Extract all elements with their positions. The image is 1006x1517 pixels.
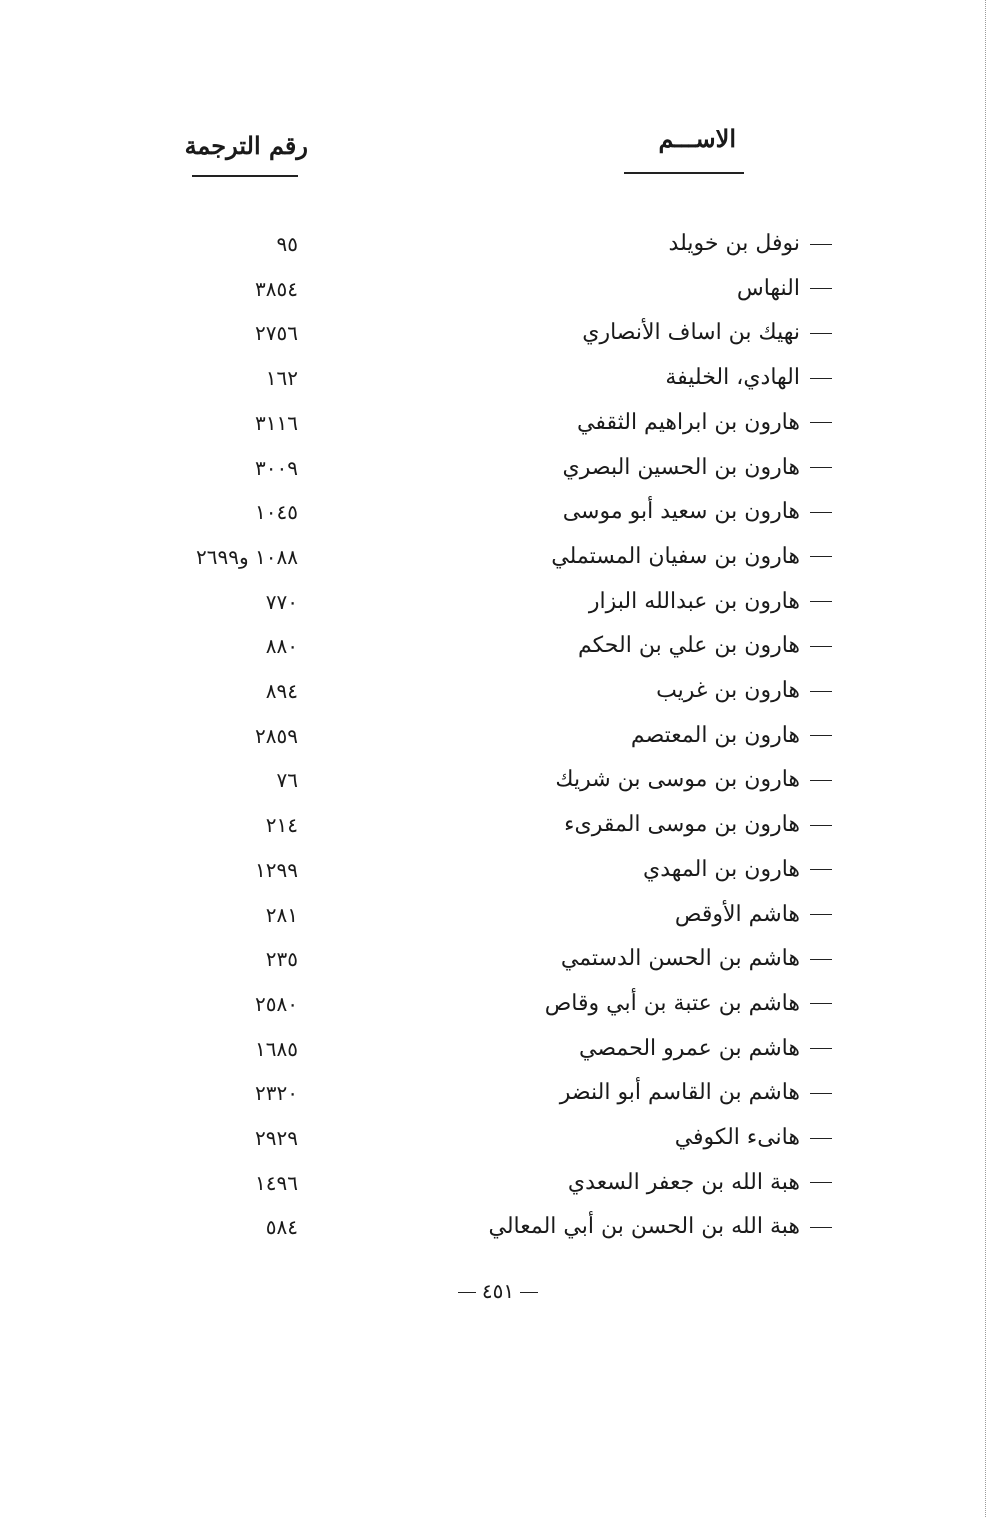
list-item — [0, 989, 1006, 1033]
entry-name — [489, 1212, 832, 1242]
entry-name — [564, 810, 832, 840]
entry-name-text: نوفل بن خويلد — [668, 231, 800, 256]
entry-number: ٩٥ — [276, 232, 298, 256]
entry-name — [560, 1078, 832, 1108]
entry-dash — [810, 556, 832, 557]
entry-dash — [810, 735, 832, 736]
entry-number: ٢١٤ — [265, 813, 298, 838]
entry-name-text: هبة الله بن الحسن بن أبي المعالي — [488, 1214, 800, 1240]
entry-number: ٢٣٥ — [265, 947, 298, 972]
entry-name — [656, 676, 832, 706]
entry-number: ١٦٢ — [265, 366, 298, 391]
entry-name-text: هاشم بن عمرو الحمصي — [579, 1035, 800, 1061]
entry-dash — [810, 378, 832, 379]
list-item — [0, 1123, 1006, 1167]
list-item — [0, 1078, 1006, 1122]
list-item — [0, 363, 1006, 407]
entry-name — [563, 497, 832, 527]
list-item — [0, 229, 1006, 273]
footer-dash — [520, 1292, 538, 1293]
entry-dash — [810, 825, 832, 826]
entry-number: ٢٣٢٠ — [255, 1081, 298, 1106]
entry-dash — [810, 1227, 832, 1228]
entry-name-text: هارون بن عبدالله البزار — [588, 588, 800, 614]
entry-name — [577, 408, 832, 438]
entry-name — [669, 229, 832, 259]
entry-dash — [810, 914, 832, 915]
entry-name — [578, 631, 832, 661]
entry-number: ٥٨٤ — [265, 1215, 298, 1240]
entry-number: ٣٨٥٤ — [255, 276, 298, 301]
entry-name — [582, 318, 832, 348]
entry-name — [675, 1123, 832, 1153]
list-item — [0, 408, 1006, 452]
entry-dash — [810, 333, 832, 334]
entry-dash — [810, 422, 832, 423]
entry-name-text: النهاس — [736, 275, 800, 301]
entry-dash — [810, 959, 832, 960]
page-number: ٤٥١ — [481, 1279, 515, 1303]
entry-name-text: هارون بن موسى بن شريك — [555, 767, 800, 793]
list-item — [0, 453, 1006, 497]
entry-dash — [810, 1093, 832, 1094]
entry-number: ٣١١٦ — [255, 410, 298, 435]
list-item — [0, 318, 1006, 362]
entry-dash — [810, 646, 832, 647]
list-item — [0, 721, 1006, 765]
entry-number: ٢٥٨٠ — [255, 991, 298, 1016]
entry-number: ٨٨٠ — [265, 634, 298, 659]
entry-name-text: هاشم بن القاسم أبو النضر — [559, 1080, 800, 1106]
entry-name — [643, 855, 832, 885]
list-item — [0, 765, 1006, 809]
list-item — [0, 810, 1006, 854]
list-item — [0, 542, 1006, 586]
entry-name — [568, 1168, 832, 1198]
entry-name — [545, 989, 832, 1019]
entry-name — [555, 765, 832, 795]
entry-name-text: هارون بن المعتصم — [630, 722, 800, 748]
page-footer — [446, 1276, 550, 1306]
entry-number: ١٤٩٦ — [255, 1170, 298, 1195]
entry-number: ٢٨١ — [265, 902, 298, 927]
list-item — [0, 676, 1006, 720]
entry-number: ٢٩٢٩ — [255, 1126, 298, 1150]
entry-name-text: هارون بن الحسين البصري — [562, 454, 800, 480]
entry-dash — [810, 1138, 832, 1139]
entry-name-text: هانىء الكوفي — [674, 1125, 800, 1150]
list-item — [0, 1168, 1006, 1212]
entry-name — [675, 900, 832, 930]
entry-dash — [810, 601, 832, 602]
entry-name-text: هبة الله بن جعفر السعدي — [567, 1169, 800, 1195]
entry-dash — [810, 1182, 832, 1183]
entry-name — [551, 542, 832, 572]
entry-name-text: هارون بن موسى المقرىء — [564, 812, 800, 838]
entry-dash — [810, 1048, 832, 1049]
entry-number: ١٠٨٨ و٢٦٩٩ — [196, 544, 298, 569]
entry-dash — [810, 467, 832, 468]
name-column-header: الاســـم — [658, 124, 736, 153]
entry-name-text: هاشم بن الحسن الدستمي — [560, 946, 800, 972]
entry-name — [589, 587, 832, 617]
entry-dash — [810, 512, 832, 513]
entry-dash — [810, 780, 832, 781]
list-item — [0, 1212, 1006, 1256]
entry-dash — [810, 244, 832, 245]
entry-name — [563, 453, 832, 483]
entry-name-text: هارون بن علي بن الحكم — [578, 633, 800, 659]
list-item — [0, 631, 1006, 675]
entry-name-text: هاشم الأوقص — [674, 901, 800, 927]
entry-name-text: هارون بن المهدي — [642, 856, 800, 882]
entry-name — [737, 274, 832, 304]
entry-number: ٢٧٥٦ — [255, 321, 298, 346]
entry-dash — [810, 1003, 832, 1004]
entry-dash — [810, 691, 832, 692]
list-item — [0, 1034, 1006, 1078]
entry-name — [665, 363, 832, 393]
entry-number: ٣٠٠٩ — [255, 455, 298, 480]
entry-dash — [810, 869, 832, 870]
entry-number: ٧٧٠ — [265, 589, 298, 614]
entry-dash — [810, 288, 832, 289]
list-item — [0, 855, 1006, 899]
footer-dash — [458, 1292, 476, 1293]
entry-name-text: هارون بن سعيد أبو موسى — [562, 499, 800, 525]
entry-number: ٧٦ — [276, 768, 298, 793]
list-item — [0, 587, 1006, 631]
entry-number: ١٠٤٥ — [255, 500, 298, 525]
entry-number: ٨٩٤ — [265, 679, 298, 703]
entry-name — [579, 1034, 832, 1064]
list-item — [0, 944, 1006, 988]
entry-name-text: هارون بن غريب — [656, 678, 800, 703]
entry-number: ١٢٩٩ — [255, 857, 298, 882]
entry-name-text: هارون بن سفيان المستملي — [551, 543, 800, 569]
entry-name — [631, 721, 832, 751]
name-header-rule — [624, 172, 744, 174]
number-header-rule — [192, 175, 298, 177]
entry-name — [561, 944, 832, 974]
entry-name-text: هارون بن ابراهيم الثقفي — [577, 409, 800, 435]
entry-name-text: الهادي، الخليفة — [665, 365, 800, 391]
list-item — [0, 900, 1006, 944]
entry-number: ١٦٨٥ — [255, 1036, 298, 1061]
entry-number: ٢٨٥٩ — [255, 723, 298, 748]
entry-name-text: هاشم بن عتبة بن أبي وقاص — [544, 990, 800, 1016]
list-item — [0, 497, 1006, 541]
entry-name-text: نهيك بن اساف الأنصاري — [582, 320, 800, 346]
number-column-header: رقم الترجمة — [184, 131, 308, 160]
list-item — [0, 274, 1006, 318]
